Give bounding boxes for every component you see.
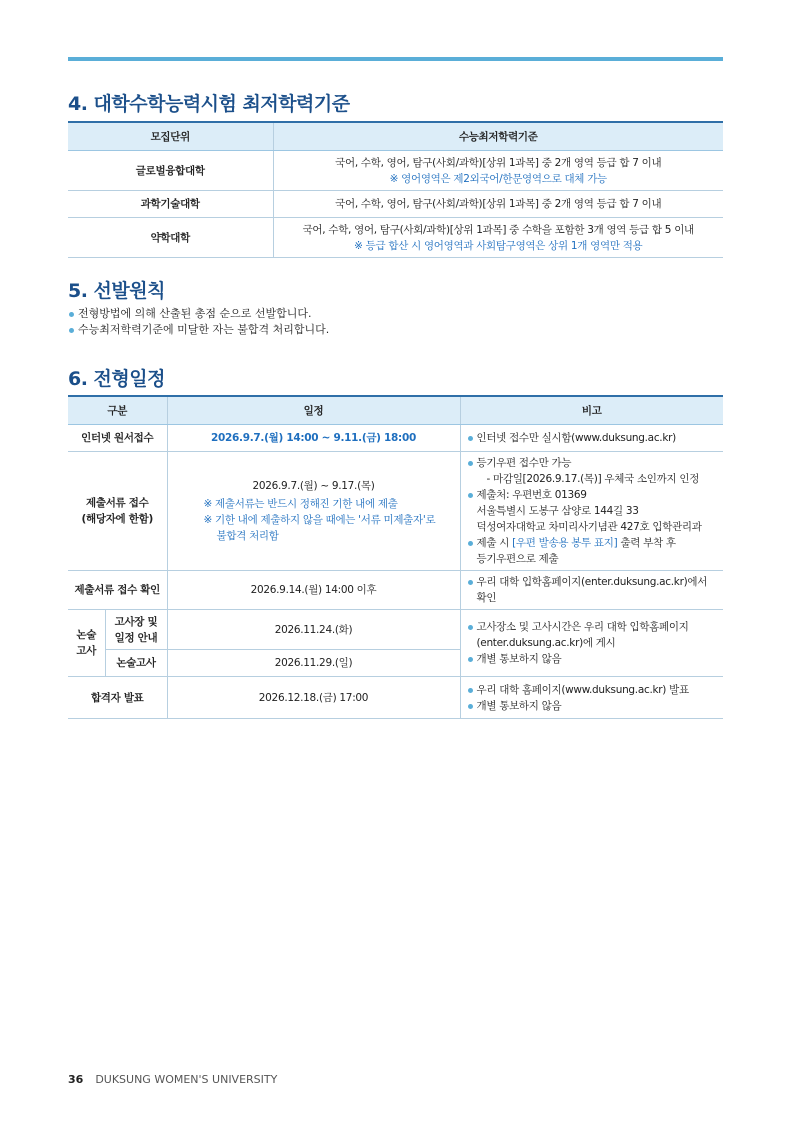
note-item: 우리 대학 홈페이지(www.duksung.ac.kr) 발표	[467, 682, 718, 698]
note-item	[467, 455, 718, 487]
category-cell	[68, 452, 167, 571]
table-header-row	[68, 396, 723, 425]
category-label: 고사	[76, 645, 97, 657]
note-line: 등기우편으로 제출	[476, 553, 559, 565]
criteria-note: ※ 등급 합산 시 영어영역과 사회탐구영역은 상위 1개 영역만 적용	[354, 239, 643, 252]
note-item: 개별 통보하지 않음	[467, 698, 718, 714]
unit-cell: 약학대학	[68, 218, 273, 258]
schedule-text: 2026.9.7.(월) ~ 9.17.(목)	[252, 480, 375, 492]
note-item	[467, 487, 718, 535]
table-row	[68, 610, 723, 650]
note-line: - 마감일[2026.9.17.(목)] 우체국 소인까지 인정	[486, 473, 700, 485]
schedule-cell: 2026.9.14.(월) 14:00 이후	[167, 571, 460, 610]
note-item	[467, 535, 718, 567]
section6-title: 6. 전형일정	[68, 368, 165, 390]
note-cell	[460, 571, 723, 610]
list-item: 수능최저학력기준에 미달한 자는 불합격 처리합니다.	[68, 322, 329, 338]
subcategory-cell: 논술고사	[105, 650, 167, 677]
schedule-cell: 2026.11.29.(일)	[167, 650, 460, 677]
table-row	[68, 571, 723, 610]
schedule-table	[68, 395, 723, 719]
section4-title: 4. 대학수학능력시험 최저학력기준	[68, 93, 350, 115]
schedule-cell: 2026.9.7.(월) 14:00 ~ 9.11.(금) 18:00	[167, 425, 460, 452]
note-line: (enter.duksung.ac.kr)에 게시	[476, 637, 616, 649]
note-cell	[460, 452, 723, 571]
table-row	[68, 151, 723, 191]
note-item	[467, 619, 718, 651]
schedule-cell: 2026.11.24.(화)	[167, 610, 460, 650]
criteria-text: 국어, 수학, 영어, 탐구(사회/과학)[상위 1과목] 중 수학을 포함한 3개 영역 등급 합 5 이내	[302, 223, 694, 236]
col-header-category: 구분	[68, 396, 167, 425]
category-cell	[68, 610, 105, 677]
note-cell	[460, 610, 723, 677]
page-footer	[68, 1073, 277, 1086]
top-rule	[68, 57, 723, 61]
unit-cell: 과학기술대학	[68, 191, 273, 218]
subcategory-cell	[105, 610, 167, 650]
note-line: 제출처: 우편번호 01369	[476, 489, 587, 501]
category-cell: 제출서류 접수 확인	[68, 571, 167, 610]
note-item: 인터넷 접수만 실시함(www.duksung.ac.kr)	[467, 430, 718, 446]
min-grade-table	[68, 121, 723, 258]
note-text: 제출 시	[476, 537, 513, 549]
note-line: 덕성여자대학교 차미리사기념관 427호 입학관리과	[476, 521, 702, 533]
warning-line: ※ 제출서류는 반드시 정해진 기한 내에 제출	[203, 498, 398, 510]
criteria-text: 국어, 수학, 영어, 탐구(사회/과학)[상위 1과목] 중 2개 영역 등급 합 7 이내	[335, 156, 662, 169]
category-cell: 인터넷 원서접수	[68, 425, 167, 452]
section5-title: 5. 선발원칙	[68, 280, 165, 302]
schedule-cell	[167, 452, 460, 571]
category-label: 제출서류 접수	[86, 497, 149, 509]
unit-cell: 글로벌융합대학	[68, 151, 273, 191]
warning-line: 불합격 처리함	[216, 530, 279, 542]
subcategory-label: 일정 안내	[114, 631, 158, 644]
note-item: 우리 대학 입학홈페이지(enter.duksung.ac.kr)에서 확인	[467, 574, 718, 606]
university-name: DUKSUNG WOMEN'S UNIVERSITY	[95, 1073, 278, 1086]
warning-line: ※ 기한 내에 제출하지 않을 때에는 '서류 미제출자'로	[203, 514, 436, 526]
table-row	[68, 191, 723, 218]
category-cell: 합격자 발표	[68, 677, 167, 719]
category-label: 논술	[76, 629, 97, 641]
table-row	[68, 218, 723, 258]
table-row	[68, 677, 723, 719]
criteria-cell	[273, 151, 723, 191]
note-cell	[460, 425, 723, 452]
envelope-cover-link[interactable]: [우편 발송용 봉투 표지]	[512, 537, 618, 549]
note-line: 등기우편 접수만 가능	[476, 457, 572, 469]
col-header-note: 비고	[460, 396, 723, 425]
list-item: 전형방법에 의해 산출된 총점 순으로 선발합니다.	[68, 306, 329, 322]
col-header-unit: 모집단위	[68, 122, 273, 151]
criteria-cell	[273, 218, 723, 258]
note-line: 서울특별시 도봉구 삼양로 144길 33	[476, 505, 639, 517]
col-header-criteria: 수능최저학력기준	[273, 122, 723, 151]
note-text: 출력 부착 후	[617, 537, 676, 549]
note-line	[477, 535, 718, 551]
table-header-row	[68, 122, 723, 151]
page-number: 36	[68, 1073, 84, 1086]
note-item: 개별 통보하지 않음	[467, 651, 718, 667]
schedule-cell: 2026.12.18.(금) 17:00	[167, 677, 460, 719]
col-header-schedule: 일정	[167, 396, 460, 425]
docs-warning	[174, 496, 454, 544]
subcategory-label: 고사장 및	[114, 615, 158, 628]
category-sublabel: (해당자에 한함)	[81, 513, 153, 525]
selection-principles-list	[68, 306, 329, 338]
criteria-cell: 국어, 수학, 영어, 탐구(사회/과학)[상위 1과목] 중 2개 영역 등급 합 7 이내	[273, 191, 723, 218]
criteria-note: ※ 영어영역은 제2외국어/한문영역으로 대체 가능	[389, 172, 607, 185]
table-row	[68, 425, 723, 452]
note-line: 고사장소 및 고사시간은 우리 대학 입학홈페이지	[476, 621, 689, 633]
table-row	[68, 452, 723, 571]
note-cell	[460, 677, 723, 719]
